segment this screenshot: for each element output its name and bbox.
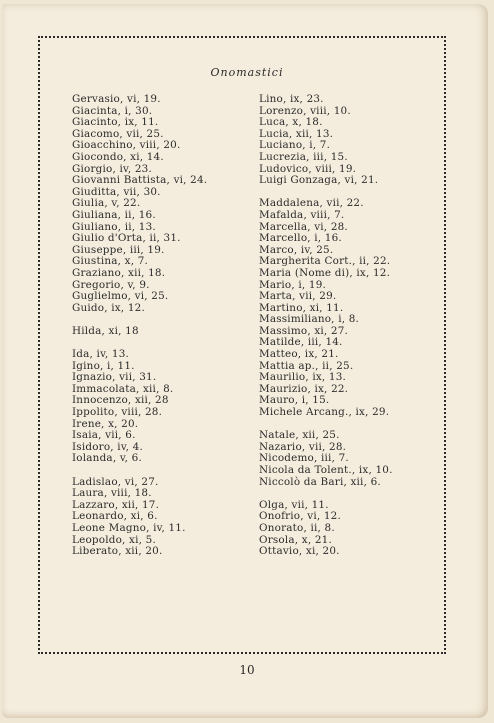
name-day-entry: Margherita Cort., ii, 22. bbox=[259, 255, 391, 268]
name-day-entry: Giovanni Battista, vi, 24. bbox=[72, 174, 208, 187]
name-day-entry: Michele Arcang., ix, 29. bbox=[259, 406, 390, 419]
name-day-entry: Onorato, ii, 8. bbox=[259, 521, 335, 534]
name-day-entry: Giuditta, vii, 30. bbox=[72, 185, 161, 198]
name-day-entry: Maria (Nome di), ix, 12. bbox=[259, 266, 391, 279]
name-day-entry: Marta, vii, 29. bbox=[259, 290, 337, 303]
name-day-entry: Massimo, xi, 27. bbox=[259, 324, 349, 337]
name-day-entry: Laura, viii, 18. bbox=[72, 487, 152, 500]
name-day-entry: Leone Magno, iv, 11. bbox=[72, 521, 186, 534]
name-day-entry: Irene, x, 20. bbox=[72, 417, 139, 430]
name-day-entry: Giuliana, ii, 16. bbox=[72, 208, 156, 221]
name-day-entry: Lucrezia, iii, 15. bbox=[259, 150, 348, 163]
name-day-entry: Giulio d'Orta, ii, 31. bbox=[72, 232, 181, 245]
name-day-entry: Massimiliano, i, 8. bbox=[259, 313, 360, 326]
name-day-entry: Leonardo, xi, 6. bbox=[72, 510, 158, 523]
name-day-entry: Marcello, i, 16. bbox=[259, 232, 342, 245]
name-day-entry: Luca, x, 18. bbox=[259, 116, 323, 129]
name-day-entry: Maurizio, ix, 22. bbox=[259, 382, 349, 395]
name-day-entry: Ida, iv, 13. bbox=[72, 348, 130, 361]
name-day-entry: Isidoro, iv, 4. bbox=[72, 440, 143, 453]
name-day-entry: Natale, xii, 25. bbox=[259, 429, 340, 442]
name-day-entry: Guglielmo, vi, 25. bbox=[72, 290, 169, 303]
name-day-entry: Giacinta, i, 30. bbox=[72, 104, 153, 117]
name-day-entry: Olga, vii, 11. bbox=[259, 498, 329, 511]
name-day-entry: Orsola, x, 21. bbox=[259, 533, 332, 546]
name-day-entry: Giocondo, xi, 14. bbox=[72, 150, 164, 163]
name-day-entry: Maurilio, ix, 13. bbox=[259, 371, 347, 384]
name-day-entry: Ignazio, vii, 31. bbox=[72, 371, 157, 384]
name-day-entry: Lorenzo, viii, 10. bbox=[259, 104, 351, 117]
name-day-entry: Innocenzo, xii, 28 bbox=[72, 394, 169, 407]
name-day-entry: Mauro, i, 15. bbox=[259, 394, 330, 407]
name-day-entry: Hilda, xi, 18 bbox=[72, 324, 139, 337]
name-day-entry: Giuliano, ii, 13. bbox=[72, 220, 156, 233]
name-day-entry: Giacinto, ix, 11. bbox=[72, 116, 159, 129]
name-day-entry: Nicola da Tolent., ix, 10. bbox=[259, 464, 393, 476]
name-day-entry: Iolanda, v, 6. bbox=[72, 452, 142, 465]
name-day-entry: Niccolò da Bari, xii, 6. bbox=[259, 475, 381, 488]
name-day-entry: Gioacchino, viii, 20. bbox=[72, 139, 181, 152]
name-day-entry: Igino, i, 11. bbox=[72, 359, 135, 372]
name-day-entry: Ludovico, viii, 19. bbox=[259, 162, 357, 175]
name-day-entry: Lucia, xii, 13. bbox=[259, 127, 334, 140]
name-day-entry: Marco, iv, 25. bbox=[259, 243, 334, 256]
name-day-entry: Leopoldo, xi, 5. bbox=[72, 533, 156, 546]
name-day-entry: Giorgio, iv, 23. bbox=[72, 162, 152, 175]
name-day-entry: Luciano, i, 7. bbox=[259, 139, 331, 152]
section-gap bbox=[72, 465, 262, 477]
name-day-entry: Liberato, xii, 20. bbox=[72, 545, 163, 558]
name-day-entry: Nicodemo, iii, 7. bbox=[259, 452, 349, 465]
name-day-entry: Gregorio, v, 9. bbox=[72, 278, 150, 291]
name-day-entry: Matilde, iii, 14. bbox=[259, 336, 343, 349]
name-day-entry: Ottavio, xi, 20. bbox=[259, 545, 340, 558]
name-day-entry: Ippolito, viii, 28. bbox=[72, 406, 163, 419]
name-day-entry: Matteo, ix, 21. bbox=[259, 348, 339, 361]
name-day-entry: Immacolata, xii, 8. bbox=[72, 382, 174, 395]
name-day-entry: Giustina, x, 7. bbox=[72, 255, 149, 268]
page-number: 10 bbox=[239, 663, 255, 677]
left-name-column bbox=[72, 94, 262, 558]
name-day-entry: Mattia ap., ii, 25. bbox=[259, 359, 354, 372]
name-day-entry: Ladislao, vi, 27. bbox=[72, 475, 159, 488]
name-day-entry: Giuseppe, iii, 19. bbox=[72, 243, 165, 256]
name-day-entry: Isaia, vii, 6. bbox=[72, 429, 136, 442]
name-day-entry: Lino, ix, 23. bbox=[259, 93, 324, 105]
page-title: Onomastici bbox=[210, 66, 284, 79]
name-day-entry: Giulia, v, 22. bbox=[72, 197, 141, 210]
name-day-entry: Maddalena, vii, 22. bbox=[259, 197, 364, 210]
name-day-entry: Mario, i, 19. bbox=[259, 278, 327, 291]
name-day-entry: Nazario, vii, 28. bbox=[259, 440, 347, 453]
name-day-entry: Giacomo, vii, 25. bbox=[72, 127, 164, 140]
name-day-entry: Gervasio, vi, 19. bbox=[72, 93, 161, 105]
name-day-entry: Graziano, xii, 18. bbox=[72, 266, 166, 279]
name-day-entry: Lazzaro, xii, 17. bbox=[72, 498, 160, 511]
name-day-entry: Marcella, vi, 28. bbox=[259, 220, 348, 233]
name-day-entry: Guido, ix, 12. bbox=[72, 301, 145, 314]
name-day-entry: Martino, xi, 11. bbox=[259, 301, 344, 314]
right-name-column bbox=[259, 94, 449, 558]
name-day-entry: Mafalda, viii, 7. bbox=[259, 208, 345, 221]
name-day-entry: Luigi Gonzaga, vi, 21. bbox=[259, 174, 379, 187]
name-day-entry: Onofrio, vi, 12. bbox=[259, 510, 341, 523]
